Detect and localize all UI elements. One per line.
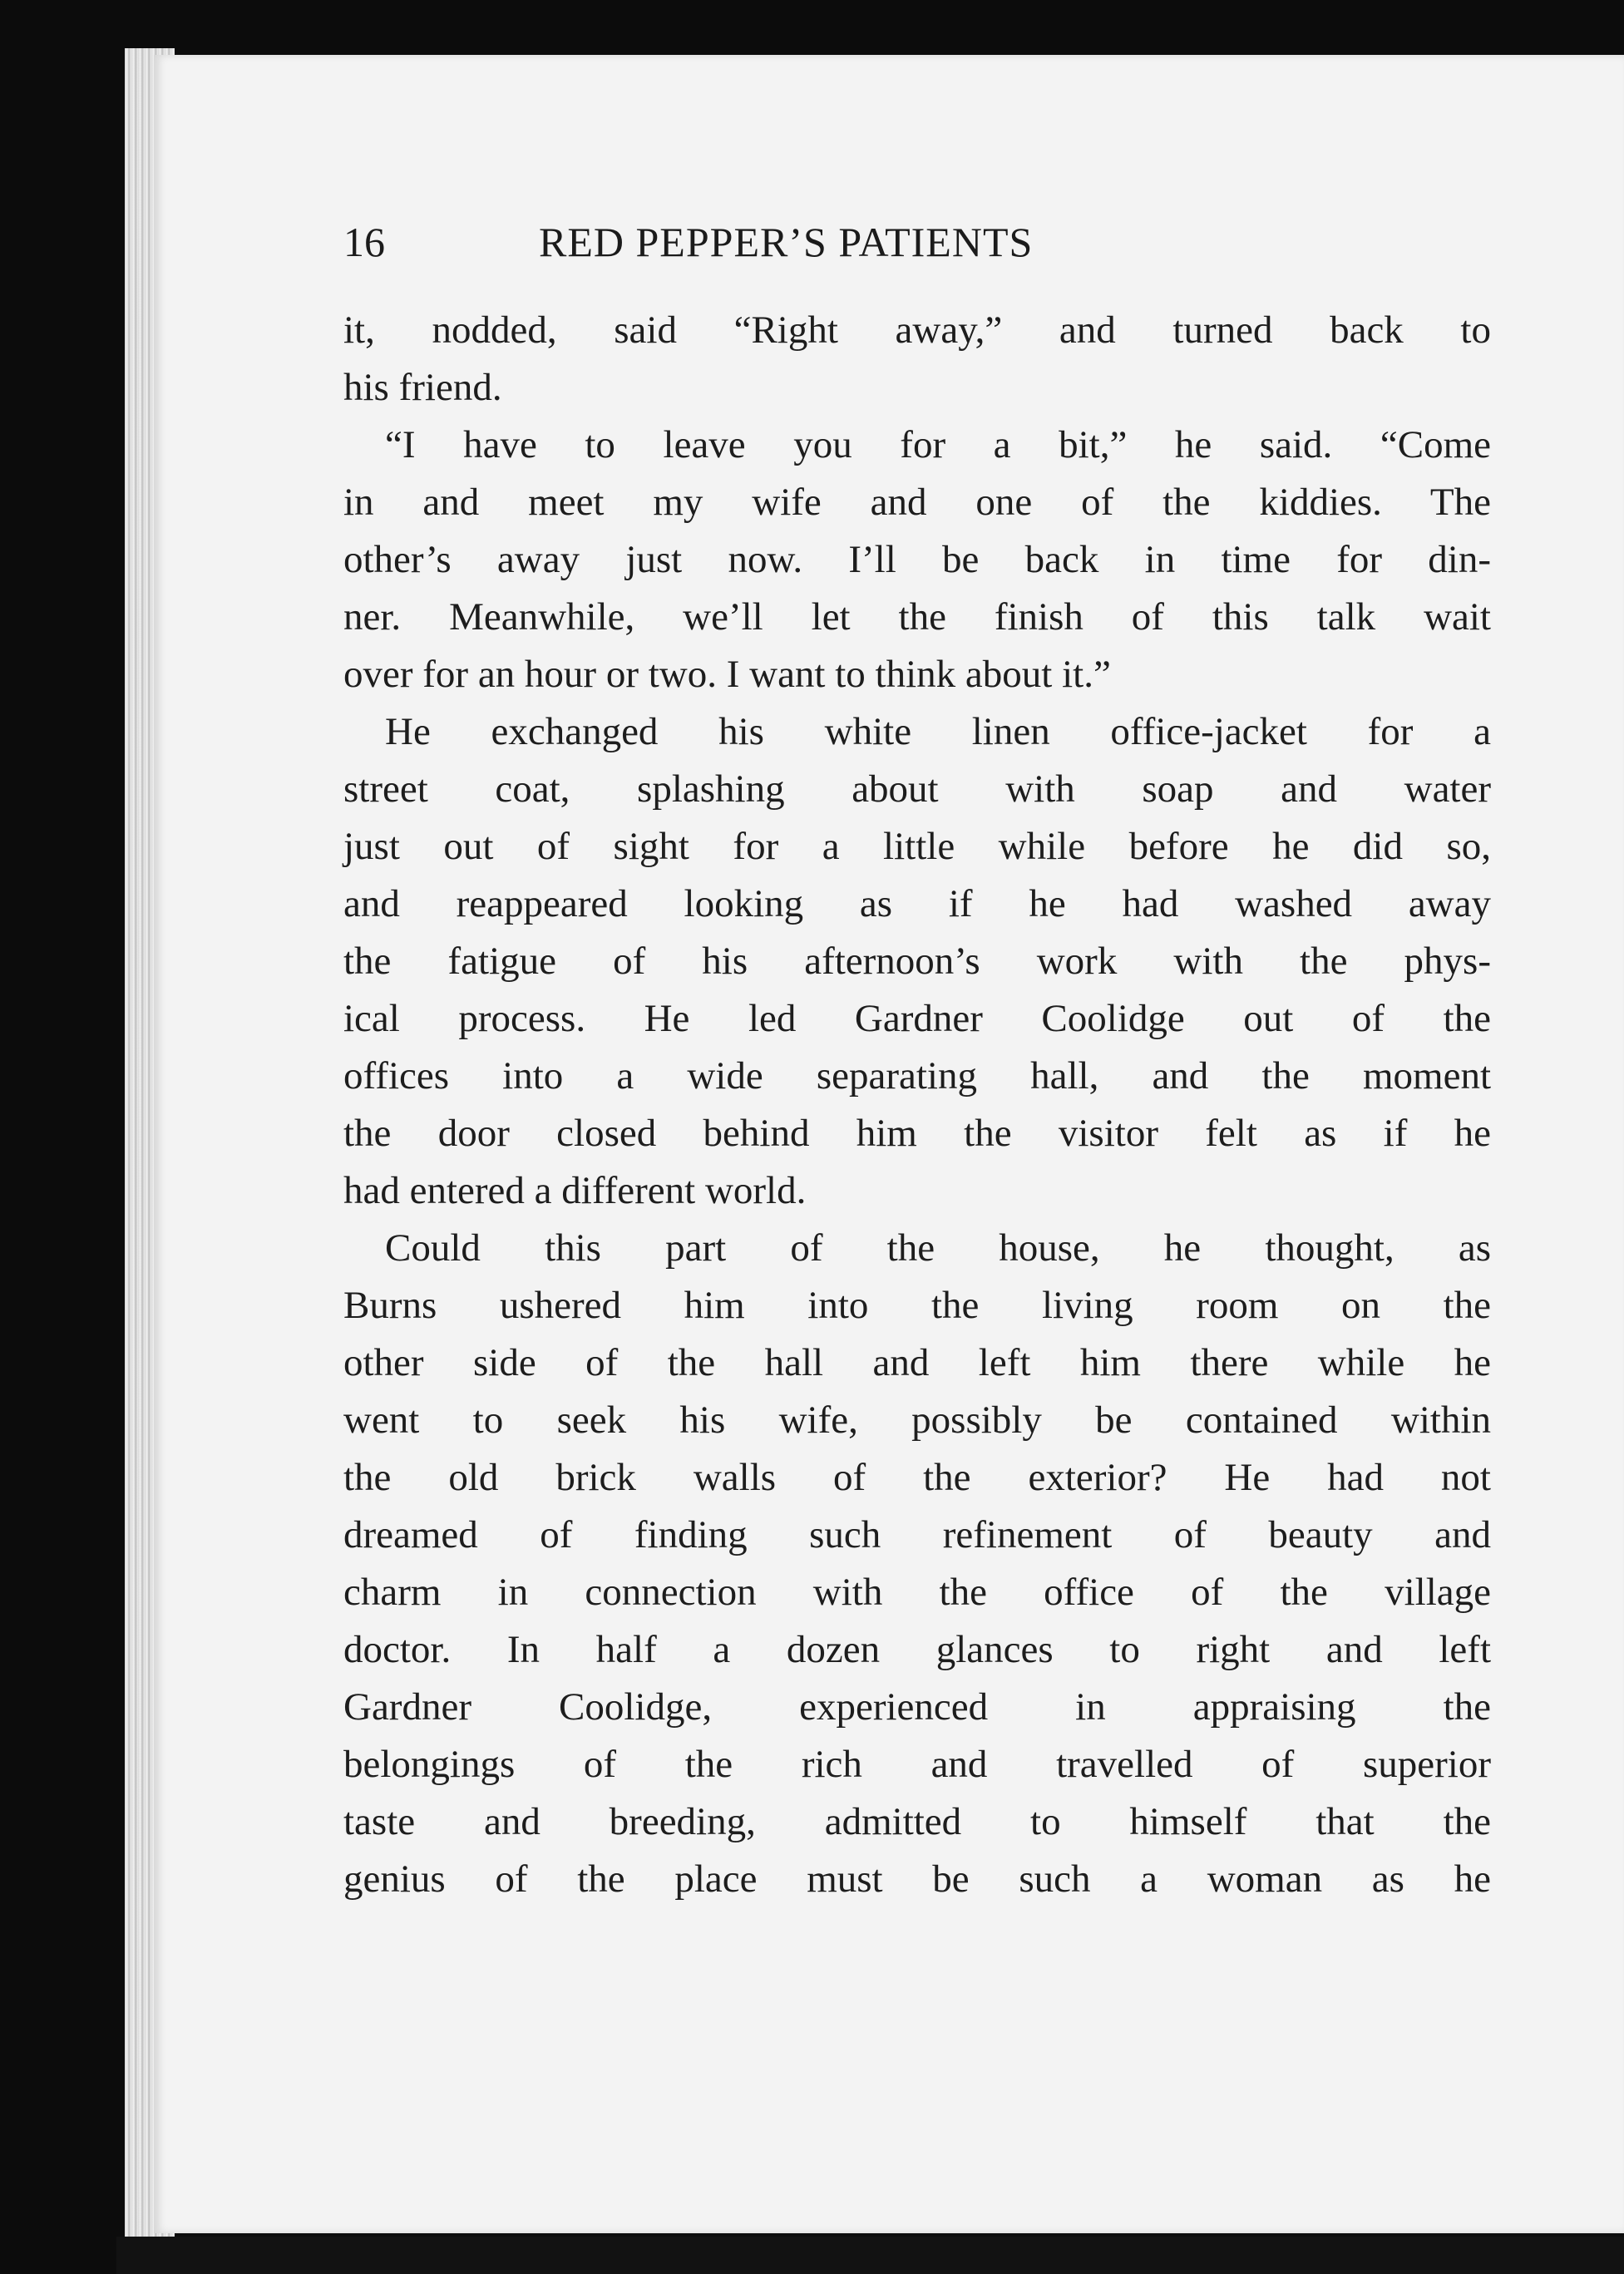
text-line: other’s away just now. I’ll be back in time for din- <box>343 538 1491 581</box>
text-line: belongings of the rich and travelled of superior <box>343 1743 1491 1786</box>
text-line: went to seek his wife, possibly be contained within <box>343 1398 1491 1442</box>
text-line: taste and breeding, admitted to himself that the <box>343 1800 1491 1843</box>
text-line: charm in connection with the office of the village <box>343 1571 1491 1614</box>
scan-bottom-border <box>116 2237 1624 2274</box>
text-line: other side of the hall and left him there while he <box>343 1341 1491 1384</box>
text-line: Could this part of the house, he thought, as <box>385 1226 1491 1270</box>
text-line: offices into a wide separating hall, and the moment <box>343 1054 1491 1098</box>
text-line: the door closed behind him the visitor felt as if he <box>343 1112 1491 1155</box>
text-line: ner. Meanwhile, we’ll let the finish of this talk wait <box>343 595 1491 639</box>
text-line: Burns ushered him into the living room on the <box>343 1284 1491 1327</box>
text-line: it, nodded, said “Right away,” and turned back to <box>343 308 1491 352</box>
page-header <box>343 218 1491 276</box>
running-title: RED PEPPER’S PATIENTS <box>539 219 1034 265</box>
text-line: the old brick walls of the exterior? He had not <box>343 1456 1491 1499</box>
text-line: He exchanged his white linen office-jacket for a <box>385 710 1491 753</box>
text-line: the fatigue of his afternoon’s work with the phys- <box>343 940 1491 983</box>
text-line: Gardner Coolidge, experienced in appraising the <box>343 1685 1491 1729</box>
text-line: just out of sight for a little while before he did so, <box>343 825 1491 868</box>
text-line: doctor. In half a dozen glances to right and left <box>343 1628 1491 1671</box>
text-line: and reappeared looking as if he had washed away <box>343 882 1491 925</box>
text-line: had entered a different world. <box>343 1169 807 1212</box>
text-line: over for an hour or two. I want to think about it.” <box>343 653 1111 696</box>
body-text <box>343 302 1491 1908</box>
text-line: street coat, splashing about with soap and water <box>343 767 1491 811</box>
text-line: genius of the place must be such a woman as he <box>343 1857 1491 1901</box>
text-line: dreamed of finding such refinement of beauty and <box>343 1513 1491 1556</box>
page-number: 16 <box>343 219 385 265</box>
text-line: “I have to leave you for a bit,” he said. “Come <box>385 423 1491 466</box>
text-line: his friend. <box>343 366 502 409</box>
text-line: in and meet my wife and one of the kiddies. The <box>343 481 1491 524</box>
text-line: ical process. He led Gardner Coolidge out of the <box>343 997 1491 1040</box>
